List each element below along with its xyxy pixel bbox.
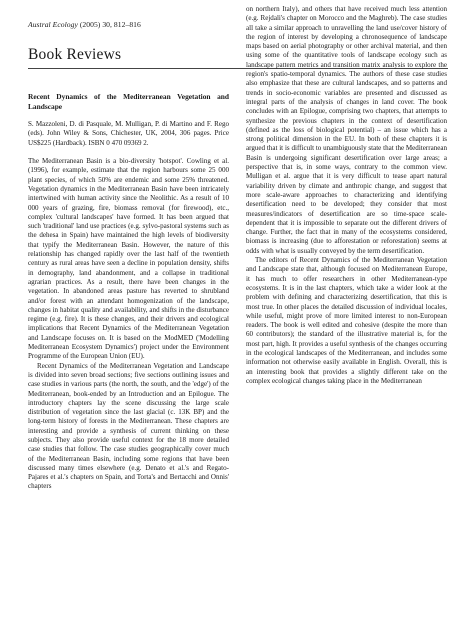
review-bibliography: S. Mazzoleni, D. di Pasquale, M. Mulligan, P. di Martino and F. Rego (eds). John Wiley & Sons, Chichester, UK, 2004, 306 pages. Price US$225 (Hardback). ISBN 0 470 09369 2. bbox=[28, 120, 229, 147]
journal-page bbox=[28, 0, 448, 621]
left-column bbox=[28, 92, 229, 492]
review-paragraph: The editors of Recent Dynamics of the Mediterranean Vegetation and Landscape state that, although focused on Mediterranean Europe, it has much to offer researchers in other Mediterranean-type ecosystems. It is in the last chapters, which take a wider look at the problem with defining and characterizing desertification, that this is most true. In other places the detailed discussion of individual locales, while useful, might prove of more limited interest to non-European readers. The book is well edited and cohesive (despite the more than 60 contributors); the standard of the illustrative material is, for the most part, high. It provides a useful synthesis of the changes occurring in the ecological landscapes of the Mediterranean, and includes some information not otherwise easily available in English. Overall, this is an interesting book that provides a slightly different take on the complex ecological changes taking place in the Mediterranean bbox=[246, 256, 447, 385]
review-paragraph: The Mediterranean Basin is a bio-diversity 'hotspot'. Cowling et al. (1996), for example, estimate that the region harbours some 25 000 plant species, of which 50% are endemic and some 25% threatened. Vegetation dynamics in the Mediterranean Basin have been intricately intertwined with human activity since the Neolithic. As a result of 10 000 years of grazing, fire, biomass removal (for firewood), etc., complex 'cultural landscapes' have formed. It has been argued that such 'traditional' land use practices (e.g. sylvo-pastoral systems such as the dehesa in Spain) have maintained the high levels of biodiversity that typify the Mediterranean Basin. However, the nature of this relationship has changed rapidly over the last half of the twentieth century as rural areas have seen a decline in population density, shifts in demography, land abandonment, and a collapse in traditional agrarian practices. As a result, there have been changes in the vegetation. In abandoned areas pasture has reverted to shrubland and/or forest with an attendant homogenization of the landscape, changes in habitat quality and availability, and shifts in the disturbance regime (e.g. fire). It is these changes, and their drivers and ecological implications that Recent Dynamics of the Mediterranean Vegetation and Landscape focuses on. It is based on the ModMED ('Modelling Mediterranean Ecosystem Dynamics') project under the Environment Programme of the European Union (EU). bbox=[28, 157, 229, 361]
section-title: Book Reviews bbox=[28, 46, 122, 63]
right-column bbox=[246, 5, 447, 386]
review-paragraph: Recent Dynamics of the Mediterranean Vegetation and Landscape is divided into seven broad sections; five sections outlining issues and case studies in various parts (the north, the south, and the 'edge') of the Mediterranean, book-ended by an Introduction and an Epilogue. The introductory chapters lay the scene discussing the large scale distribution of vegetation since the last glacial (c. 13K BP) and the long-term history of forests in the Mediterranean. These chapters are interesting and provide a synthesis of current thinking on these subjects. They also provide useful context for the 18 more detailed case studies that follow. The case studies geographically cover much of the Mediterranean Basin, including some regions that have been discussed many times elsewhere (e.g. Denato et al.'s and Regato-Pajares et al.'s chapters on Spain, and Torta's and Bertacchi and Onnis' chapters bbox=[28, 361, 229, 491]
journal-name: Austral Ecology bbox=[28, 20, 78, 29]
review-title: Recent Dynamics of the Mediterranean Vegetation and Landscape bbox=[28, 92, 229, 111]
journal-citation: (2005) 30, 812–816 bbox=[79, 20, 141, 29]
review-paragraph: on northern Italy), and others that have received much less attention (e.g. Rejdali's chapter on Morocco and the Maghreb). The case studies all take a similar approach to unravelling the land use/cover history of the region of interest by developing a chronosequence of landscape maps based on aerial photography or other archival material, and then using some of the quantitative tools of landscape ecology such as landscape pattern metrics and transition matrix analysis to explore the region's spatio-temporal dynamics. The authors of these case studies also emphasize that these are cultural landscapes, and so patterns and trends in socio-economic variables are presented and discussed as integral parts of the analysis of changes in land cover. The book concludes with an Epilogue, comprising two chapters, that attempts to synthesize the previous chapters in the context of desertification (defined as the loss of biological potential) – an issue which has a strong political dimension in the EU. In both of these chapters it is argued that it is difficult to unambiguously state that the Mediterranean Basin is undergoing significant desertification over large areas; a perspective that is, in some ways, contrary to the common view. Mulligan et al. argue that it is very difficult to tease apart natural variability driven by climate and anthropic change, and suggest that more scale-aware approaches to characterizing and identifying desertification need to be developed; they consider that most measures/indicators of desertification are so time-space scale-dependent that it is impossible to separate out the different drivers of change. Further, the fact that in many of the ecosystems considered, biomass is increasing (due to afforestation or reforestation) seems at odds with what is usually conveyed by the term desertification. bbox=[246, 5, 447, 255]
running-head bbox=[28, 20, 141, 29]
